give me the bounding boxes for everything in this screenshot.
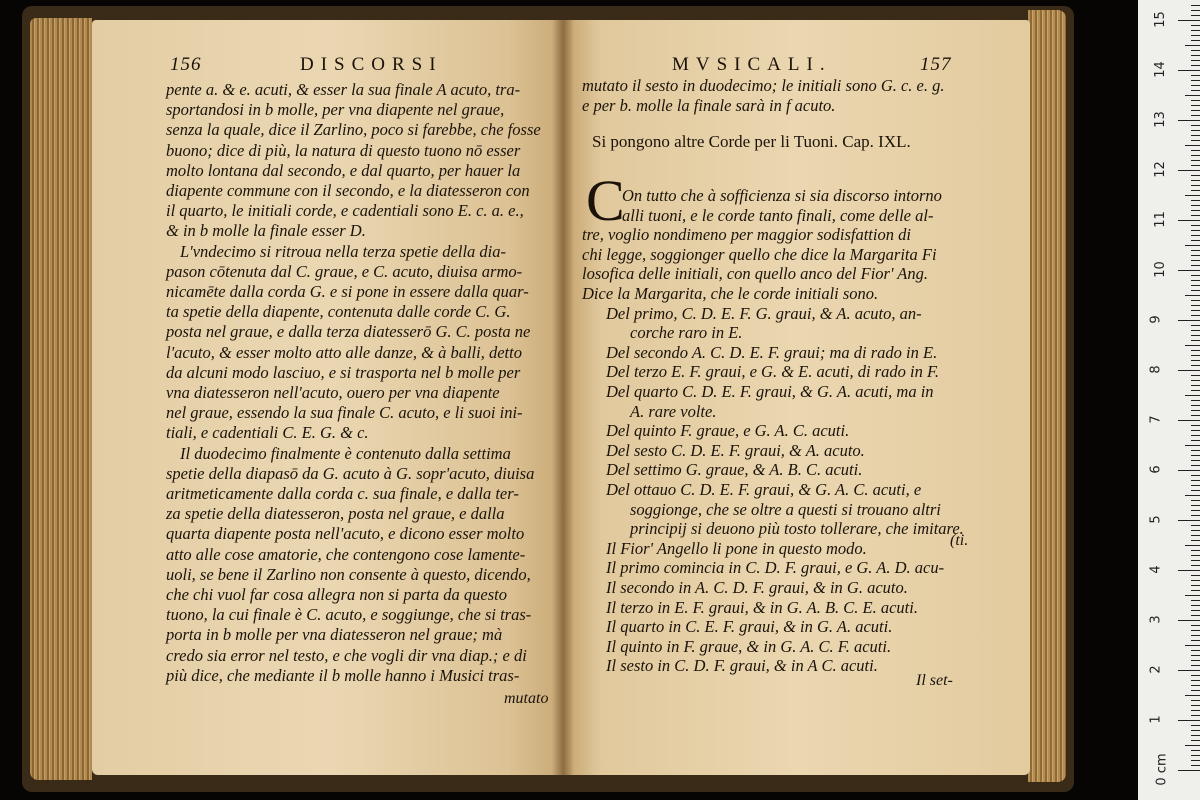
ruler-tick: [1191, 435, 1200, 436]
ruler-tick: [1191, 540, 1200, 541]
text-line: molto lontana dal secondo, e dal quarto, per hauer la: [166, 160, 521, 180]
text-line: ta spetie della diapente, contenuta dalle corde C. G.: [166, 302, 511, 322]
ruler-tick: [1191, 535, 1200, 536]
ruler-tick: [1191, 480, 1200, 481]
text-line: L'vndecimo si ritroua nella terza spetie della dia-: [180, 241, 507, 261]
ruler-label: 11: [1152, 211, 1168, 228]
text-line: Il secondo in A. C. D. F. graui, & in G. acuto.: [606, 578, 908, 597]
ruler-tick: [1191, 710, 1200, 711]
ruler-tick: [1185, 595, 1200, 596]
ruler-tick: [1185, 295, 1200, 296]
ruler-tick: [1191, 205, 1200, 206]
ruler-tick: [1178, 320, 1200, 321]
ruler-tick: [1191, 730, 1200, 731]
ruler-tick: [1191, 385, 1200, 386]
ruler-tick: [1191, 510, 1200, 511]
ruler-tick: [1191, 605, 1200, 606]
ruler-tick: [1191, 80, 1200, 81]
text-line: buono; dice di più, la natura di questo tuono nō esser: [166, 140, 521, 160]
ruler-tick: [1191, 680, 1200, 681]
ruler-tick: [1191, 615, 1200, 616]
text-line: za spetie della diatesseron, posta nel graue, e dalla: [166, 504, 505, 524]
ruler-tick: [1185, 545, 1200, 546]
ruler-tick: [1185, 695, 1200, 696]
ruler-tick: [1191, 290, 1200, 291]
ruler-label: 3: [1148, 615, 1164, 624]
ruler-tick: [1185, 345, 1200, 346]
ruler-label: 13: [1152, 111, 1168, 128]
ruler-tick: [1191, 550, 1200, 551]
text-line: alli tuoni, e le corde tanto finali, come delle al-: [622, 205, 934, 225]
text-line: quarta diapente posta nell'acuto, e dicono esser molto: [166, 524, 525, 544]
ruler-tick: [1191, 575, 1200, 576]
ruler-tick: [1191, 700, 1200, 701]
ruler-tick: [1191, 110, 1200, 111]
ruler-tick: [1185, 445, 1200, 446]
right-page: [564, 20, 1030, 775]
ruler-tick: [1191, 225, 1200, 226]
text-line: spetie della diapasō da G. acuto à G. sopr'acuto, diuisa: [166, 463, 535, 483]
text-line: l'acuto, & esser molto atto alle danze, & à balli, detto: [166, 342, 522, 362]
text-line: Del sesto C. D. E. F. graui, & A. acuto.: [606, 440, 865, 460]
text-line: principij si deuono più tosto tollerare, che imitare.: [630, 519, 964, 539]
ruler-tick: [1191, 275, 1200, 276]
text-line: pente a. & e. acuti, & esser la sua finale A acuto, tra-: [166, 80, 521, 99]
ruler-tick: [1185, 45, 1200, 46]
ruler-label: 7: [1148, 415, 1164, 424]
ruler-tick: [1191, 375, 1200, 376]
text-line: Il duodecimo finalmente è contenuto dalla settima: [180, 443, 511, 463]
text-line: che chi vuol far cosa allegra non si parta da questo: [166, 585, 507, 604]
ruler-tick: [1191, 485, 1200, 486]
text-line: Il primo comincia in C. D. F. graui, e G. A. D. acu-: [606, 558, 945, 578]
ruler-tick: [1191, 410, 1200, 411]
ruler-tick: [1191, 85, 1200, 86]
ruler-tick: [1191, 655, 1200, 656]
ruler-tick: [1191, 15, 1200, 16]
ruler-tick: [1185, 495, 1200, 496]
ruler-tick: [1191, 430, 1200, 431]
ruler-tick: [1191, 125, 1200, 126]
ruler-tick: [1191, 760, 1200, 761]
ruler-tick: [1191, 425, 1200, 426]
text-line: chi legge, soggionger quello che dice la Margarita Fi: [582, 244, 937, 264]
ruler-tick: [1191, 150, 1200, 151]
ruler-tick: [1191, 625, 1200, 626]
text-line: atto alle cose amatorie, che contengono cose lamente-: [166, 544, 526, 564]
text-line: senza la quale, dice il Zarlino, poco si farebbe, che fosse: [166, 120, 541, 140]
ruler-tick: [1191, 675, 1200, 676]
text-line: Del quarto C. D. E. F. graui, & G. A. acuti, ma in: [606, 382, 934, 401]
ruler-label: 10: [1152, 261, 1168, 278]
ruler-tick: [1191, 100, 1200, 101]
text-line: più dice, che mediante il b molle hanno i Musici tras-: [166, 665, 520, 685]
ruler-tick: [1191, 450, 1200, 451]
ruler-tick: [1191, 30, 1200, 31]
text-line: Del quinto F. graue, e G. A. C. acuti.: [606, 421, 850, 441]
text-line: Del primo, C. D. E. F. G. graui, & A. acuto, an-: [606, 303, 922, 323]
ruler-tick: [1191, 610, 1200, 611]
text-line: aritmeticamente dalla corda c. sua finale, e dalla ter-: [166, 484, 519, 503]
ruler-tick: [1191, 60, 1200, 61]
ruler-tick: [1191, 285, 1200, 286]
ruler-tick: [1191, 565, 1200, 566]
ruler-tick: [1191, 180, 1200, 181]
ruler-tick: [1191, 10, 1200, 11]
text-line: Del settimo G. graue, & A. B. C. acuti.: [606, 460, 863, 480]
ruler-tick: [1191, 25, 1200, 26]
ruler-tick: [1191, 135, 1200, 136]
ruler-tick: [1191, 325, 1200, 326]
ruler-tick: [1191, 400, 1200, 401]
ruler-tick: [1191, 330, 1200, 331]
right-page-number: 157: [920, 54, 952, 75]
ruler-tick: [1191, 415, 1200, 416]
ruler-tick: [1185, 645, 1200, 646]
ruler-tick: [1178, 270, 1200, 271]
ruler-tick: [1191, 525, 1200, 526]
text-line: mutato il sesto in duodecimo; le initiali sono G. c. e. g.: [582, 76, 945, 95]
text-line: tre, voglio nondimeno per maggior sodisfattion di: [582, 225, 911, 245]
ruler-tick: [1191, 390, 1200, 391]
ruler-label: 8: [1148, 365, 1164, 374]
ruler-tick: [1191, 455, 1200, 456]
ruler-tick: [1191, 310, 1200, 311]
text-line: Il sesto in C. D. F. graui, & in A C. acuti.: [606, 656, 878, 676]
text-line: uoli, se bene il Zarlino non consente à questo, dicendo,: [166, 564, 531, 584]
ruler-tick: [1178, 670, 1200, 671]
ruler-tick: [1191, 255, 1200, 256]
ruler-tick: [1191, 250, 1200, 251]
ruler-tick: [1191, 505, 1200, 506]
left-fore-edge: [30, 18, 92, 780]
text-line: Il terzo in E. F. graui, & in G. A. B. C. E. acuti.: [606, 597, 918, 617]
text-line: diapente commune con il secondo, e la diatesseron con: [166, 181, 530, 200]
ruler-tick: [1185, 195, 1200, 196]
ruler-tick: [1191, 600, 1200, 601]
ruler-tick: [1178, 370, 1200, 371]
ruler-tick: [1191, 50, 1200, 51]
text-line: soggionge, che se oltre a questi si trouano altri: [630, 499, 941, 519]
ruler-tick: [1191, 740, 1200, 741]
ruler-tick: [1191, 350, 1200, 351]
text-line: Il quarto in C. E. F. graui, & in G. A. acuti.: [606, 617, 893, 637]
ruler-tick: [1178, 620, 1200, 621]
ruler-tick: [1191, 580, 1200, 581]
text-line: da alcuni modo lasciuo, e si trasporta nel b molle per: [166, 362, 521, 382]
text-line: porta in b molle per vna diatesseron nel graue; mà: [166, 625, 503, 645]
drop-cap-letter: C: [586, 168, 625, 233]
ruler-tick: [1191, 725, 1200, 726]
ruler-label: 4: [1148, 565, 1164, 574]
ruler-tick: [1191, 230, 1200, 231]
ruler-tick: [1191, 5, 1200, 6]
ruler-tick: [1191, 650, 1200, 651]
ruler-tick: [1191, 515, 1200, 516]
ruler-label: 5: [1148, 515, 1164, 524]
ruler-tick: [1178, 770, 1200, 771]
ruler-tick: [1191, 380, 1200, 381]
ruler-tick: [1191, 585, 1200, 586]
ruler-tick: [1191, 460, 1200, 461]
ruler-tick: [1191, 490, 1200, 491]
ruler-tick: [1185, 145, 1200, 146]
left-catchword: mutato: [504, 690, 549, 707]
ruler-tick: [1178, 520, 1200, 521]
ruler-tick: [1191, 755, 1200, 756]
ruler-tick: [1191, 685, 1200, 686]
ruler-label: 15: [1152, 11, 1168, 28]
ruler-tick: [1191, 705, 1200, 706]
ruler-tick: [1191, 355, 1200, 356]
ruler-tick: [1178, 120, 1200, 121]
right-fore-edge: [1028, 10, 1066, 782]
text-line: Del ottauo C. D. E. F. graui, & G. A. C. acuti, e: [606, 480, 922, 499]
ruler-tick: [1191, 440, 1200, 441]
ruler-tick: [1178, 70, 1200, 71]
ruler-tick: [1191, 660, 1200, 661]
ruler-tick: [1191, 405, 1200, 406]
ruler-tick: [1191, 165, 1200, 166]
text-line: losofica delle initiali, con quello anco del Fior' Ang.: [582, 264, 929, 284]
text-line: pason cōtenuta dal C. graue, e C. acuto, diuisa armo-: [166, 261, 523, 281]
ruler-tick: [1191, 35, 1200, 36]
ruler-tick: [1191, 750, 1200, 751]
ruler-label: 1: [1148, 715, 1164, 724]
ruler-tick: [1191, 630, 1200, 631]
right-running-title: MVSICALI.: [672, 54, 832, 75]
ruler-tick: [1191, 465, 1200, 466]
ruler-tick: [1191, 140, 1200, 141]
ruler-tick: [1185, 95, 1200, 96]
text-line: Il quinto in F. graue, & in G. A. C. F. acuti.: [606, 636, 892, 656]
ruler-tick: [1191, 160, 1200, 161]
ruler-tick: [1191, 155, 1200, 156]
ruler-tick: [1191, 635, 1200, 636]
ruler-tick: [1191, 210, 1200, 211]
ruler-tick: [1191, 130, 1200, 131]
left-page: [92, 20, 564, 775]
ruler-tick: [1191, 185, 1200, 186]
ruler-tick: [1191, 340, 1200, 341]
ruler-tick: [1191, 190, 1200, 191]
ruler-tick: [1191, 475, 1200, 476]
text-line: Del secondo A. C. D. E. F. graui; ma di rado in E.: [606, 342, 938, 362]
text-line: Del terzo E. F. graui, e G. & E. acuti, di rado in F.: [606, 362, 940, 382]
text-line: tuono, la cui finale è C. acuto, e soggiunge, che si tras-: [166, 605, 532, 625]
text-line: Il Fior' Angello li pone in questo modo.: [606, 538, 867, 558]
book-gutter: [552, 20, 574, 775]
text-line: credo sia error nel testo, e che vogli dir vna diap.; e di: [166, 645, 527, 665]
ruler-tick: [1191, 365, 1200, 366]
chapter-heading: Si pongono altre Corde per li Tuoni. Cap. IXL.: [592, 132, 911, 151]
right-catchword: Il set-: [916, 672, 953, 689]
ruler-tick: [1191, 200, 1200, 201]
text-line: nel graue, essendo la sua finale C. acuto, e li suoi ini-: [166, 403, 523, 423]
ruler-tick: [1191, 560, 1200, 561]
ruler-tick: [1191, 280, 1200, 281]
ruler-tick: [1185, 245, 1200, 246]
margin-note: (ti.: [950, 532, 969, 549]
text-line: e per b. molle la finale sarà in f acuto.: [582, 96, 836, 115]
ruler-label: 9: [1148, 315, 1164, 324]
ruler-tick: [1191, 315, 1200, 316]
ruler-tick: [1191, 40, 1200, 41]
text-line: vna diatesseron nell'acuto, ouero per vna diapente: [166, 383, 500, 402]
ruler-tick: [1191, 235, 1200, 236]
ruler-tick: [1178, 170, 1200, 171]
ruler-label: 12: [1152, 161, 1168, 178]
ruler-tick: [1191, 590, 1200, 591]
text-line: & in b molle la finale esser D.: [166, 221, 366, 241]
text-line: sportandosi in b molle, per vna diapente nel graue,: [166, 100, 505, 120]
ruler-tick: [1191, 240, 1200, 241]
ruler-tick: [1185, 395, 1200, 396]
text-line: On tutto che à sofficienza si sia discorso intorno: [622, 186, 942, 205]
ruler-tick: [1191, 765, 1200, 766]
ruler-tick: [1191, 260, 1200, 261]
text-line: Dice la Margarita, che le corde initiali sono.: [582, 284, 879, 303]
ruler-label: 2: [1148, 665, 1164, 674]
ruler-tick: [1178, 720, 1200, 721]
measuring-ruler: [1138, 0, 1200, 800]
ruler-tick: [1178, 570, 1200, 571]
text-line: tiali, e cadentiali C. E. G. & c.: [166, 423, 369, 443]
text-line: posta nel graue, e dalla terza diatesserō G. C. posta ne: [166, 322, 531, 342]
ruler-tick: [1191, 335, 1200, 336]
ruler-tick: [1191, 115, 1200, 116]
ruler-tick: [1191, 530, 1200, 531]
text-line: A. rare volte.: [630, 401, 717, 421]
text-line: corche raro in E.: [630, 323, 743, 343]
text-line: il quarto, le initiali corde, e cadentiali sono E. c. a. e.,: [166, 201, 524, 221]
ruler-tick: [1191, 300, 1200, 301]
ruler-tick: [1191, 265, 1200, 266]
ruler-tick: [1191, 735, 1200, 736]
ruler-tick: [1191, 65, 1200, 66]
ruler-tick: [1178, 220, 1200, 221]
ruler-tick: [1191, 175, 1200, 176]
ruler-tick: [1191, 665, 1200, 666]
ruler-label: 14: [1152, 61, 1168, 78]
ruler-tick: [1178, 470, 1200, 471]
ruler-tick: [1191, 90, 1200, 91]
ruler-tick: [1178, 420, 1200, 421]
ruler-tick: [1191, 500, 1200, 501]
ruler-tick: [1185, 745, 1200, 746]
ruler-tick: [1191, 640, 1200, 641]
left-page-number: 156: [170, 54, 202, 75]
ruler-tick: [1178, 20, 1200, 21]
ruler-tick: [1191, 360, 1200, 361]
ruler-tick: [1191, 715, 1200, 716]
ruler-tick: [1191, 55, 1200, 56]
ruler-label: 0 cm: [1154, 753, 1170, 786]
ruler-tick: [1191, 215, 1200, 216]
ruler-label: 6: [1148, 465, 1164, 474]
ruler-tick: [1191, 690, 1200, 691]
ruler-tick: [1191, 75, 1200, 76]
ruler-tick: [1191, 555, 1200, 556]
text-line: nicamēte dalla corda G. e si pone in essere dalla quar-: [166, 282, 529, 301]
left-running-title: DISCORSI: [300, 54, 443, 75]
ruler-tick: [1191, 105, 1200, 106]
ruler-tick: [1191, 305, 1200, 306]
